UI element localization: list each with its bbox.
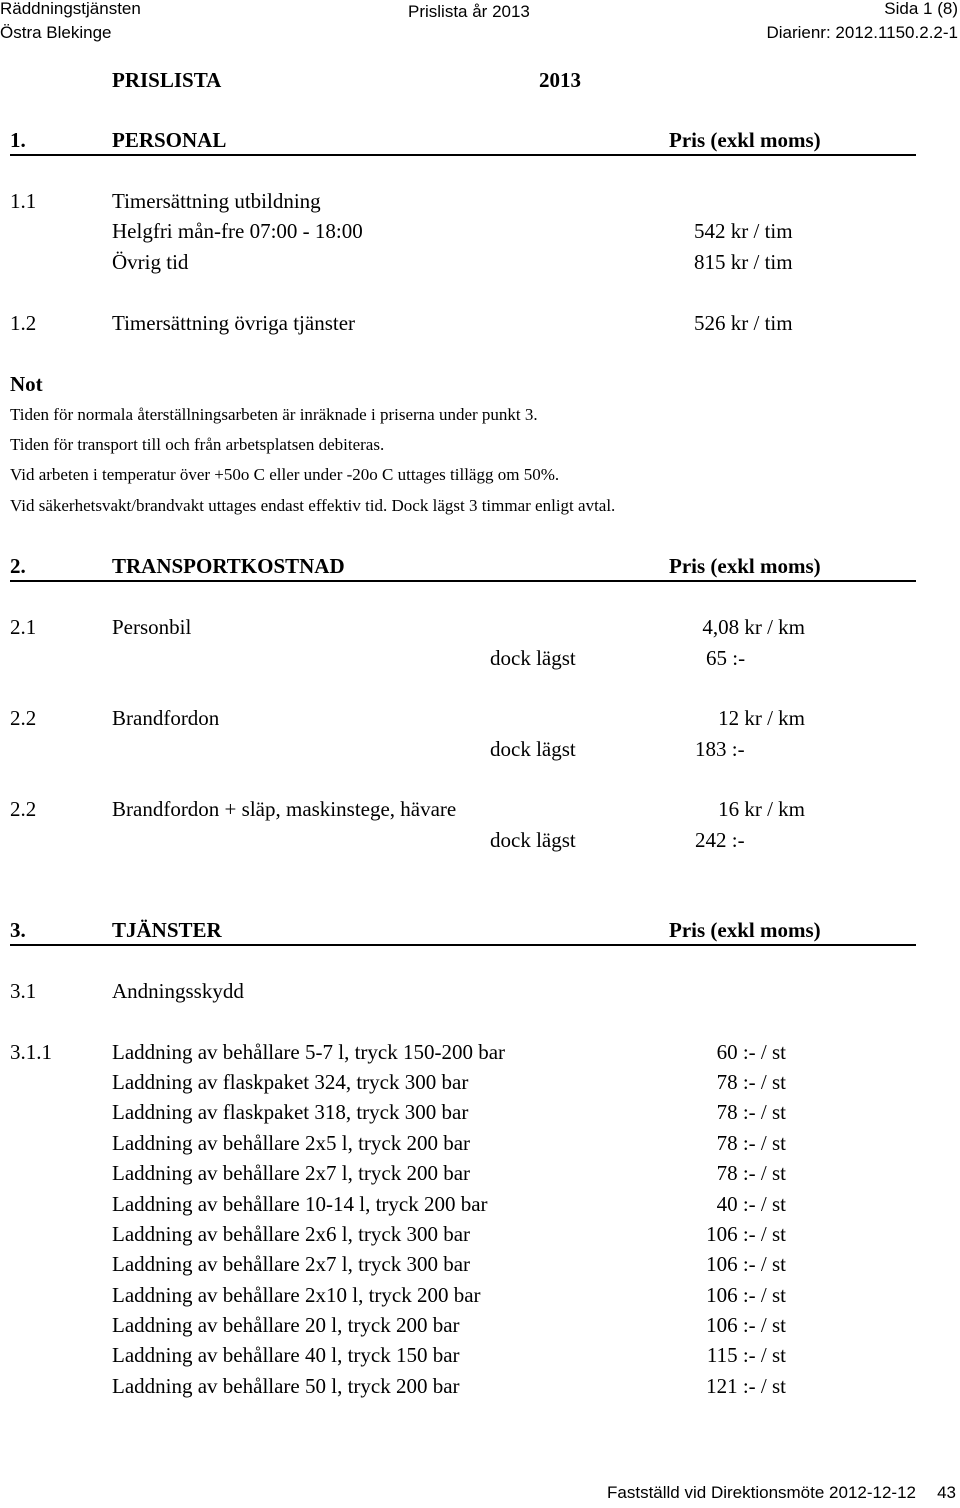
service-row-price: 121 :- / st bbox=[706, 1374, 786, 1398]
header-org-line1: Räddningstjänsten bbox=[0, 0, 141, 18]
service-row-label: Laddning av flaskpaket 324, tryck 300 bar bbox=[112, 1070, 469, 1094]
transport-min-label: dock lägst bbox=[490, 737, 576, 761]
service-row-price: 106 :- / st bbox=[706, 1222, 786, 1246]
service-row-price: 115 :- / st bbox=[706, 1343, 786, 1367]
item-1-1-row-label: Helgfri mån-fre 07:00 - 18:00 bbox=[112, 219, 363, 243]
service-row-label: Laddning av behållare 2x7 l, tryck 200 bar bbox=[112, 1161, 471, 1185]
note-line: Tiden för normala återställningsarbeten är inräknade i priserna under punkt 3. bbox=[10, 405, 538, 424]
transport-item-number: 2.1 bbox=[10, 615, 37, 639]
transport-min-label: dock lägst bbox=[490, 828, 576, 852]
service-row-price: 106 :- / st bbox=[706, 1283, 786, 1307]
transport-item-label: Brandfordon bbox=[112, 706, 220, 730]
section-2-number: 2. bbox=[10, 554, 26, 578]
service-row-label: Laddning av behållare 10-14 l, tryck 200 bar bbox=[112, 1192, 488, 1216]
service-row-price: 106 :- / st bbox=[706, 1252, 786, 1276]
transport-min-label: dock lägst bbox=[490, 646, 576, 670]
section-1-price-header: Pris (exkl moms) bbox=[669, 128, 821, 152]
service-row-price: 78 :- / st bbox=[716, 1100, 786, 1124]
service-row-label: Laddning av behållare 5-7 l, tryck 150-200 bar bbox=[112, 1040, 506, 1064]
transport-item-label: Brandfordon + släp, maskinstege, hävare bbox=[112, 797, 457, 821]
transport-item-price: 12 kr / km bbox=[718, 706, 805, 730]
section-3-number: 3. bbox=[10, 918, 26, 942]
transport-item-number: 2.2 bbox=[10, 797, 37, 821]
service-row-label: Laddning av behållare 50 l, tryck 200 bar bbox=[112, 1374, 460, 1398]
service-row-label: Laddning av flaskpaket 318, tryck 300 bar bbox=[112, 1100, 469, 1124]
transport-item-price: 16 kr / km bbox=[718, 797, 805, 821]
section-1-number: 1. bbox=[10, 128, 26, 152]
service-row-label: Laddning av behållare 2x7 l, tryck 300 bar bbox=[112, 1252, 471, 1276]
service-row-price: 78 :- / st bbox=[716, 1161, 786, 1185]
service-row-price: 40 :- / st bbox=[716, 1192, 786, 1216]
item-1-2-price: 526 kr / tim bbox=[694, 311, 793, 335]
service-row-label: Laddning av behållare 2x6 l, tryck 300 bar bbox=[112, 1222, 471, 1246]
item-3-1-1-number: 3.1.1 bbox=[10, 1040, 52, 1064]
footer-page-number: 43 bbox=[937, 1483, 956, 1502]
item-1-2-number: 1.2 bbox=[10, 311, 37, 335]
footer-text: Fastställd vid Direktionsmöte 2012-12-12 bbox=[607, 1483, 916, 1502]
item-3-1-title: Andningsskydd bbox=[112, 979, 244, 1003]
section-2-price-header: Pris (exkl moms) bbox=[669, 554, 821, 578]
section-2-divider bbox=[10, 580, 916, 582]
section-2-title: TRANSPORTKOSTNAD bbox=[112, 554, 345, 578]
transport-item-price: 4,08 kr / km bbox=[702, 615, 805, 639]
service-row-label: Laddning av behållare 2x5 l, tryck 200 bar bbox=[112, 1131, 471, 1155]
section-3-price-header: Pris (exkl moms) bbox=[669, 918, 821, 942]
item-1-2-title: Timersättning övriga tjänster bbox=[112, 311, 356, 335]
item-1-1-row-label: Övrig tid bbox=[112, 250, 189, 274]
note-line: Tiden för transport till och från arbetsplatsen debiteras. bbox=[10, 435, 385, 454]
transport-min-value: 183 :- bbox=[695, 737, 745, 761]
service-row-price: 60 :- / st bbox=[716, 1040, 786, 1064]
transport-min-value: 242 :- bbox=[695, 828, 745, 852]
service-row-label: Laddning av behållare 20 l, tryck 200 bar bbox=[112, 1313, 460, 1337]
item-3-1-number: 3.1 bbox=[10, 979, 37, 1003]
service-row-price: 106 :- / st bbox=[706, 1313, 786, 1337]
section-1-divider bbox=[10, 154, 916, 156]
page-title-year: 2013 bbox=[539, 68, 581, 92]
header-page-number: Sida 1 (8) bbox=[884, 0, 958, 18]
transport-item-number: 2.2 bbox=[10, 706, 37, 730]
section-3-title: TJÄNSTER bbox=[112, 918, 222, 942]
service-row-label: Laddning av behållare 40 l, tryck 150 bar bbox=[112, 1343, 460, 1367]
note-line: Vid arbeten i temperatur över +50o C eller under -20o C uttages tillägg om 50%. bbox=[10, 465, 560, 484]
item-1-1-row-price: 542 kr / tim bbox=[694, 219, 793, 243]
service-row-label: Laddning av behållare 2x10 l, tryck 200 bar bbox=[112, 1283, 481, 1307]
header-org-line2: Östra Blekinge bbox=[0, 23, 112, 42]
note-line: Vid säkerhetsvakt/brandvakt uttages endast effektiv tid. Dock lägst 3 timmar enligt avtal. bbox=[10, 496, 616, 515]
service-row-price: 78 :- / st bbox=[716, 1131, 786, 1155]
item-1-1-number: 1.1 bbox=[10, 189, 37, 213]
item-1-1-title: Timersättning utbildning bbox=[112, 189, 321, 213]
note-heading: Not bbox=[10, 372, 43, 396]
header-doc-title: Prislista år 2013 bbox=[408, 2, 530, 21]
header-diarienr: Diarienr: 2012.1150.2.2-1 bbox=[766, 23, 958, 42]
item-1-1-row-price: 815 kr / tim bbox=[694, 250, 793, 274]
transport-min-value: 65 :- bbox=[706, 646, 746, 670]
page-title: PRISLISTA bbox=[112, 68, 222, 92]
section-3-divider bbox=[10, 944, 916, 946]
transport-item-label: Personbil bbox=[112, 615, 192, 639]
service-row-price: 78 :- / st bbox=[716, 1070, 786, 1094]
section-1-title: PERSONAL bbox=[112, 128, 227, 152]
